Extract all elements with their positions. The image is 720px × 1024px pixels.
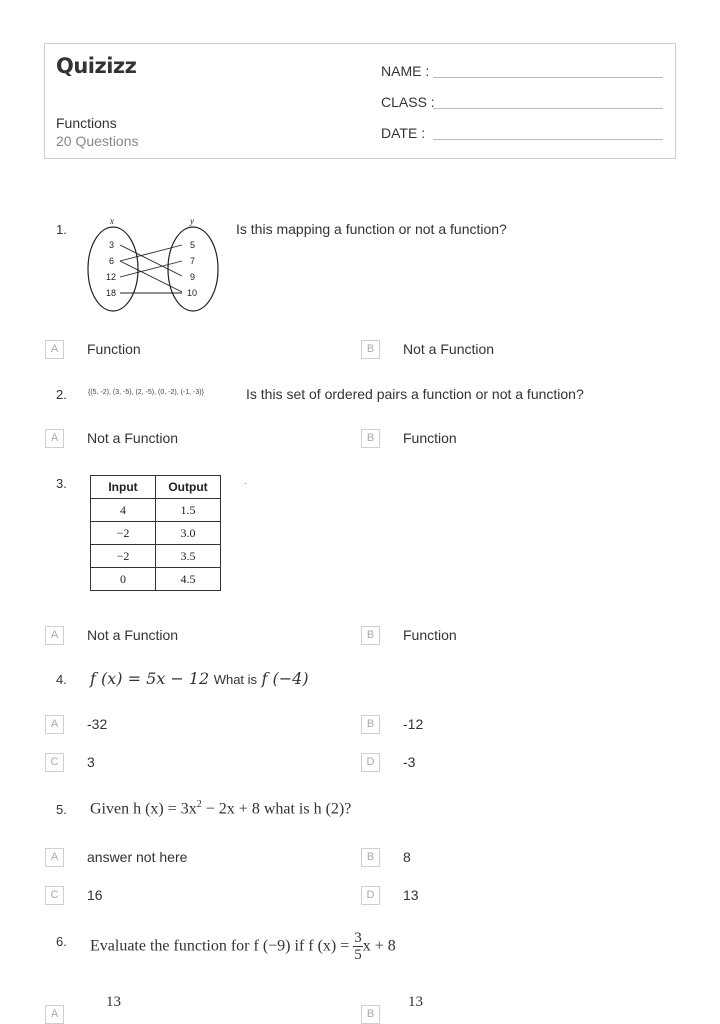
option-letter[interactable]: B (361, 1005, 380, 1024)
option-letter[interactable]: D (361, 753, 380, 772)
option-letter[interactable]: A (45, 1005, 64, 1024)
question-number: 2. (56, 387, 67, 402)
table-cell: −2 (91, 545, 156, 568)
brand-logo: Quizizz (56, 54, 137, 78)
option-letter[interactable]: B (361, 715, 380, 734)
option-letter[interactable]: A (45, 626, 64, 645)
name-line (433, 77, 663, 78)
option-letter[interactable]: B (361, 429, 380, 448)
option-text[interactable]: 3 (87, 754, 95, 770)
exponent: 2 (196, 799, 202, 810)
range-value: 7 (190, 256, 196, 266)
question-number: 5. (56, 802, 67, 817)
range-value: 9 (190, 272, 196, 282)
option-letter[interactable]: C (45, 753, 64, 772)
worksheet-subtitle: 20 Questions (56, 133, 139, 149)
table-cell: 3.5 (156, 545, 221, 568)
name-field[interactable] (381, 63, 429, 79)
question-text-part: Given h (x) = 3x (90, 800, 197, 818)
option-text[interactable]: 13 (403, 887, 419, 903)
option-text[interactable]: 16 (87, 887, 103, 903)
date-field[interactable] (381, 125, 425, 141)
mapping-arrow (120, 245, 182, 261)
option-text[interactable]: 8 (403, 849, 411, 865)
question-text (90, 930, 396, 963)
question-text-part: − 2x + 8 what is h (2)? (201, 800, 352, 818)
domain-value: 12 (106, 272, 117, 282)
worksheet-header (44, 43, 676, 159)
fraction-numerator: 3 (354, 930, 362, 946)
option-text[interactable]: -32 (87, 716, 108, 732)
option-letter[interactable]: B (361, 340, 380, 359)
fraction (353, 930, 363, 963)
domain-value: 6 (109, 256, 115, 266)
option-text[interactable]: Not a Function (87, 430, 179, 446)
question-number: 3. (56, 476, 67, 491)
question-text (90, 799, 351, 818)
question-number: 4. (56, 672, 67, 687)
question-number: 6. (56, 934, 67, 949)
option-text[interactable]: Not a Function (403, 341, 495, 357)
class-line (433, 108, 663, 109)
fraction-denominator: 5 (354, 947, 362, 963)
question-connector: What is (213, 672, 258, 687)
range-value: 5 (190, 240, 196, 250)
date-label: DATE : (381, 125, 426, 141)
mapping-diagram (78, 212, 228, 316)
question-text-part: Evaluate the function for f (−9) if f (x) = (90, 937, 354, 955)
worksheet-title: Functions (56, 115, 117, 131)
table-cell: −2 (91, 522, 156, 545)
domain-value: 3 (109, 240, 115, 250)
table-cell: 4 (91, 499, 156, 522)
table-cell: 4.5 (156, 568, 221, 591)
mapping-arrow (120, 261, 182, 292)
name-label: NAME : (381, 63, 430, 79)
mapping-arrow (120, 245, 182, 276)
option-letter[interactable]: A (45, 340, 64, 359)
function-expression: f (x) = 5x − 12 (90, 669, 210, 688)
option-text[interactable]: Not a Function (87, 627, 179, 643)
option-text[interactable]: 13 (106, 994, 121, 1010)
question-text: Is this set of ordered pairs a function or not a function? (246, 386, 584, 402)
mapping-x-label: x (110, 216, 114, 226)
option-text[interactable]: Function (87, 341, 141, 357)
option-letter[interactable]: C (45, 886, 64, 905)
class-field[interactable] (381, 94, 435, 110)
table-cell: 3.0 (156, 522, 221, 545)
option-letter[interactable]: A (45, 848, 64, 867)
option-letter[interactable]: B (361, 848, 380, 867)
question-text-part: x + 8 (362, 937, 396, 955)
table-header: Output (156, 476, 221, 499)
date-line (433, 139, 663, 140)
question-text: . (244, 476, 247, 487)
function-input: f (−4) (261, 669, 309, 688)
option-letter[interactable]: A (45, 715, 64, 734)
ordered-pairs: {(5, -2), (3, -5), (2, -5), (0, -2), (-1, -3)} (88, 389, 204, 396)
option-text[interactable]: Function (403, 430, 457, 446)
input-output-table (90, 475, 221, 591)
option-letter[interactable]: A (45, 429, 64, 448)
mapping-arrow (120, 261, 182, 277)
class-label: CLASS : (381, 94, 435, 110)
option-text[interactable]: Function (403, 627, 457, 643)
option-text[interactable]: -3 (403, 754, 416, 770)
domain-value: 18 (106, 288, 117, 298)
question-text: Is this mapping a function or not a function? (236, 221, 507, 237)
option-text[interactable]: 13 (408, 994, 423, 1010)
option-letter[interactable]: D (361, 886, 380, 905)
table-cell: 1.5 (156, 499, 221, 522)
question-number: 1. (56, 222, 67, 237)
table-header: Input (91, 476, 156, 499)
option-letter[interactable]: B (361, 626, 380, 645)
option-text[interactable]: -12 (403, 716, 424, 732)
range-value: 10 (187, 288, 198, 298)
option-text[interactable]: answer not here (87, 849, 188, 865)
question-text (90, 669, 309, 689)
table-cell: 0 (91, 568, 156, 591)
mapping-y-label: y (190, 216, 194, 226)
